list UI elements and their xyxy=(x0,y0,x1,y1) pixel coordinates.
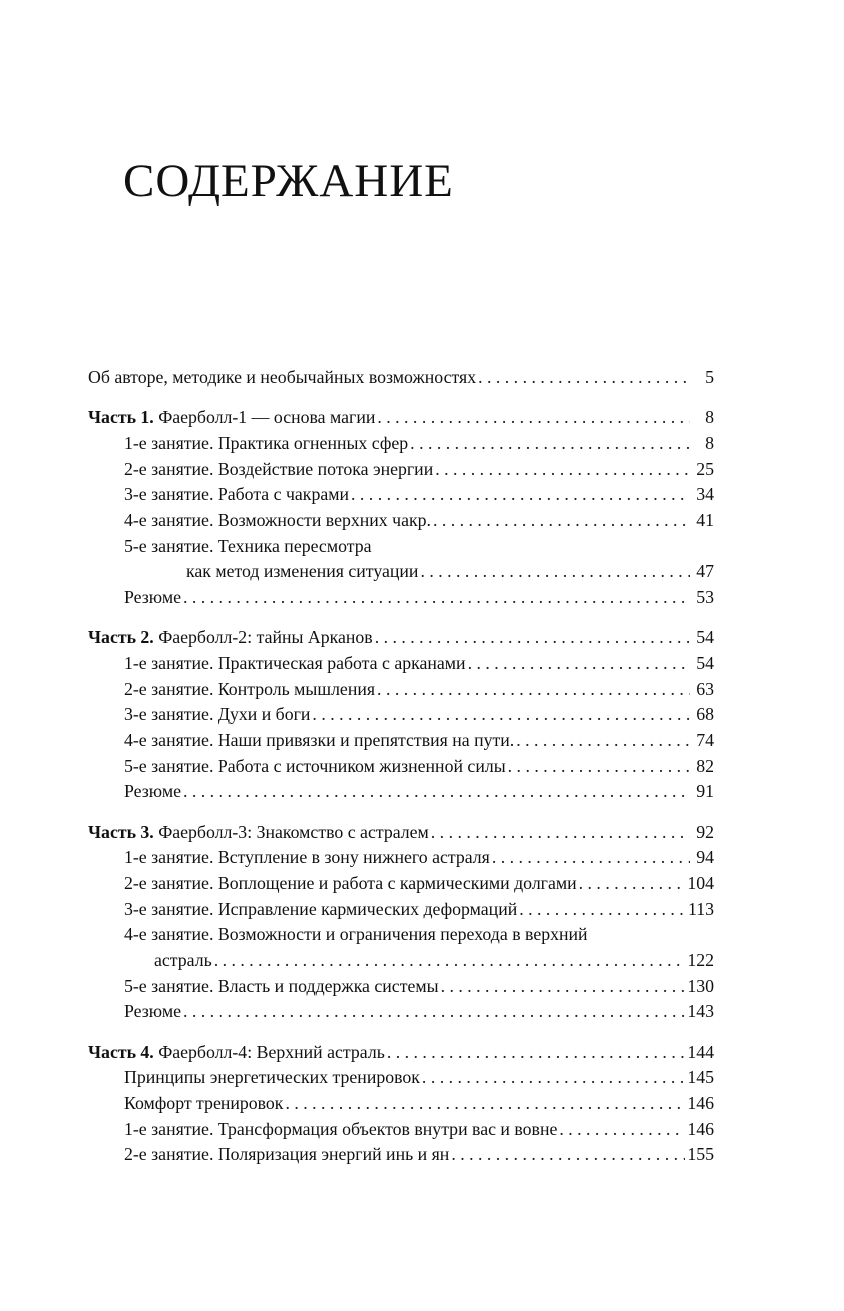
dot-leader xyxy=(516,728,690,754)
dot-leader xyxy=(559,1117,685,1143)
page-number: 47 xyxy=(696,561,714,582)
dot-leader xyxy=(468,651,690,677)
toc-entry[interactable] xyxy=(88,482,714,508)
entry-text: 2-е занятие. Воздействие потока энергии xyxy=(124,458,434,479)
page-number: 144 xyxy=(687,1041,714,1062)
entry-text: Резюме xyxy=(124,781,181,802)
dot-leader xyxy=(375,625,690,651)
toc-part-1[interactable] xyxy=(88,405,714,431)
entry-text: Часть 4. Фаерболл-4: Верхний астраль xyxy=(88,1041,385,1062)
toc-entry[interactable] xyxy=(88,974,714,1000)
toc-entry[interactable] xyxy=(88,534,714,560)
section-gap xyxy=(88,805,714,820)
entry-text: Принципы энергетических тренировок xyxy=(124,1067,420,1088)
toc-entry-continuation[interactable] xyxy=(88,948,714,974)
dot-leader xyxy=(435,457,690,483)
dot-leader xyxy=(183,779,690,805)
page-number: 25 xyxy=(696,458,714,479)
toc-entry[interactable] xyxy=(88,728,714,754)
entry-text: 4-е занятие. Наши привязки и препятствия на пути. xyxy=(124,729,515,750)
dot-leader xyxy=(183,999,685,1025)
dot-leader xyxy=(420,559,690,585)
section-gap xyxy=(88,611,714,626)
part-label: Часть 4. xyxy=(88,1041,154,1062)
page-number: 94 xyxy=(696,847,714,868)
toc-entry[interactable] xyxy=(88,754,714,780)
dot-leader xyxy=(183,585,690,611)
page-number: 130 xyxy=(687,975,714,996)
page-number: 34 xyxy=(696,484,714,505)
entry-text: Часть 2. Фаерболл-2: тайны Арканов xyxy=(88,627,373,648)
page-number: 8 xyxy=(705,407,714,428)
dot-leader xyxy=(351,482,690,508)
page-number: 143 xyxy=(687,1001,714,1022)
entry-text: 5-е занятие. Работа с источником жизненной силы xyxy=(124,755,506,776)
dot-leader xyxy=(508,754,690,780)
toc-entry[interactable] xyxy=(88,431,714,457)
toc-entry[interactable] xyxy=(88,897,714,923)
page-number: 155 xyxy=(687,1144,714,1165)
toc-part-4[interactable] xyxy=(88,1040,714,1066)
entry-text: 5-е занятие. Техника пересмотра xyxy=(124,535,372,556)
entry-text: как метод изменения ситуации xyxy=(186,561,419,582)
toc-entry-intro[interactable] xyxy=(88,365,714,391)
section-gap xyxy=(88,1025,714,1040)
toc-entry[interactable] xyxy=(88,508,714,534)
page-number: 54 xyxy=(696,627,714,648)
toc-part-3[interactable] xyxy=(88,820,714,846)
page-title: СОДЕРЖАНИЕ xyxy=(123,155,454,207)
page-number: 74 xyxy=(696,729,714,750)
page-number: 146 xyxy=(687,1092,714,1113)
entry-text: 5-е занятие. Власть и поддержка системы xyxy=(124,975,439,996)
page-number: 92 xyxy=(696,821,714,842)
part-label: Часть 3. xyxy=(88,821,154,842)
entry-text: Об авторе, методике и необычайных возможностях xyxy=(88,367,477,387)
page-number: 82 xyxy=(696,755,714,776)
toc-entry[interactable] xyxy=(88,1142,714,1168)
section-gap xyxy=(88,391,714,406)
entry-text: Часть 3. Фаерболл-3: Знакомство с астралем xyxy=(88,821,429,842)
dot-leader xyxy=(377,405,690,431)
page-number: 146 xyxy=(687,1118,714,1139)
toc-entry[interactable] xyxy=(88,702,714,728)
page-number: 5 xyxy=(705,367,714,387)
entry-text: астраль xyxy=(154,949,212,970)
toc-entry[interactable] xyxy=(88,845,714,871)
entry-text: 2-е занятие. Контроль мышления xyxy=(124,678,376,699)
page-number: 145 xyxy=(687,1067,714,1088)
dot-leader xyxy=(431,820,690,846)
toc-entry-continuation[interactable] xyxy=(88,559,714,585)
toc-part-2[interactable] xyxy=(88,625,714,651)
toc-entry[interactable] xyxy=(88,1091,714,1117)
entry-text: 3-е занятие. Духи и боги xyxy=(124,704,311,725)
dot-leader xyxy=(579,871,686,897)
dot-leader xyxy=(214,948,686,974)
dot-leader xyxy=(312,702,690,728)
dot-leader xyxy=(478,365,690,391)
dot-leader xyxy=(410,431,690,457)
entry-text: 1-е занятие. Практическая работа с арканами xyxy=(124,652,466,673)
page-number: 91 xyxy=(696,781,714,802)
toc-entry[interactable] xyxy=(88,871,714,897)
page-number: 68 xyxy=(696,704,714,725)
page-number: 41 xyxy=(696,509,714,530)
page-number: 53 xyxy=(696,587,714,607)
entry-text: Резюме xyxy=(124,587,181,607)
dot-leader xyxy=(441,974,686,1000)
part-label: Часть 2. xyxy=(88,627,154,648)
page-number: 104 xyxy=(687,872,714,893)
toc-entry[interactable] xyxy=(88,1065,714,1091)
entry-text: 3-е занятие. Работа с чакрами xyxy=(124,484,350,505)
entry-text: 4-е занятие. Возможности верхних чакр. xyxy=(124,509,431,530)
toc-entry[interactable] xyxy=(88,457,714,483)
dot-leader xyxy=(377,677,690,703)
entry-text: 1-е занятие. Практика огненных сфер xyxy=(124,432,409,453)
toc-entry[interactable] xyxy=(88,999,714,1025)
entry-text: 3-е занятие. Исправление кармических деформаций xyxy=(124,898,518,919)
entry-text: 2-е занятие. Воплощение и работа с кармическими долгами xyxy=(124,872,577,893)
page-number: 8 xyxy=(705,432,714,453)
toc-entry[interactable] xyxy=(88,585,714,611)
toc-entry[interactable] xyxy=(88,651,714,677)
page-number: 113 xyxy=(687,898,714,919)
entry-text: 1-е занятие. Трансформация объектов внутри вас и вовне xyxy=(124,1118,558,1139)
toc-entry[interactable] xyxy=(88,922,714,948)
dot-leader xyxy=(285,1091,685,1117)
dot-leader xyxy=(492,845,690,871)
entry-text: Часть 1. Фаерболл-1 — основа магии xyxy=(88,407,376,428)
entry-text: Комфорт тренировок xyxy=(124,1092,284,1113)
entry-text: Резюме xyxy=(124,1001,181,1022)
dot-leader xyxy=(519,897,686,923)
page-number: 122 xyxy=(687,949,714,970)
page-number: 54 xyxy=(696,652,714,673)
dot-leader xyxy=(387,1040,686,1066)
page-number: 63 xyxy=(696,678,714,699)
dot-leader xyxy=(433,508,690,534)
entry-text: 1-е занятие. Вступление в зону нижнего астраля xyxy=(124,847,490,868)
entry-text: 2-е занятие. Поляризация энергий инь и ян xyxy=(124,1144,450,1165)
entry-text: 4-е занятие. Возможности и ограничения перехода в верхний xyxy=(124,924,588,945)
toc-entry[interactable] xyxy=(88,677,714,703)
toc-entry[interactable] xyxy=(88,779,714,805)
part-label: Часть 1. xyxy=(88,407,154,428)
dot-leader xyxy=(422,1065,685,1091)
table-of-contents xyxy=(88,365,714,1168)
toc-entry[interactable] xyxy=(88,1117,714,1143)
dot-leader xyxy=(451,1142,685,1168)
